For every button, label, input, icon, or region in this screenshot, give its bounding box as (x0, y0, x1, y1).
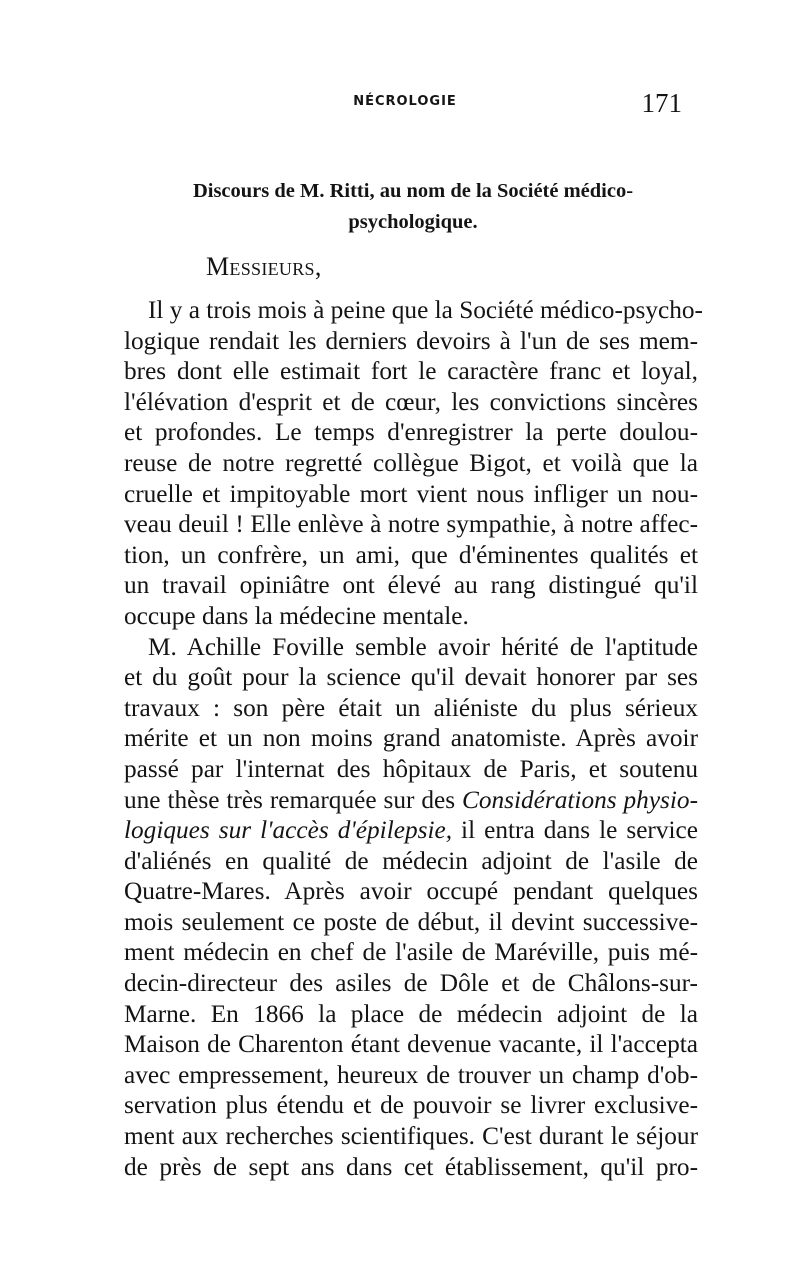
article-title-line-2: psychologique. (348, 211, 478, 233)
text-line: cruelle et impitoyable mort vient nous infliger un nou- (124, 479, 698, 508)
text-line: occupe dans la médecine mentale. (124, 601, 469, 630)
article-title-line-1: Discours de M. Ritti, au nom de la Société médico- (192, 180, 634, 202)
body-text (124, 295, 703, 1182)
text-line: logique rendait les derniers devoirs à l'un de ses mem- (124, 326, 698, 355)
italic-title-segment: logiques sur l'accès d'épilepsie, (124, 816, 453, 845)
text-line: Quatre-Mares. Après avoir occupé pendant quelques (124, 877, 698, 906)
text-segment: une thèse très remarquée sur des (124, 785, 462, 814)
running-header (120, 84, 690, 124)
page-number: 171 (641, 88, 682, 118)
text-line: tion, un confrère, un ami, que d'éminentes qualités et (124, 540, 698, 569)
text-line: et du goût pour la science qu'il devait honorer par ses (124, 663, 698, 692)
text-line: Il y a trois mois à peine que la Société médico-psycho- (148, 296, 703, 324)
text-line: mérite et un non moins grand anatomiste. Après avoir (124, 724, 698, 753)
text-line: l'élévation d'esprit et de cœur, les convictions sincères (124, 387, 698, 416)
text-line: un travail opiniâtre ont élevé au rang distingué qu'il (124, 571, 698, 600)
text-line: travaux : son père était un aliéniste du plus sérieux (124, 693, 698, 722)
running-title: NÉCROLOGIE (353, 94, 457, 109)
text-line: reuse de notre regretté collègue Bigot, et voilà que la (124, 448, 698, 477)
article-title (128, 176, 698, 238)
text-line: Maison de Charenton étant devenue vacante, il l'accepta (124, 1030, 698, 1059)
salutation: Messieurs, (206, 252, 322, 281)
text-line-mixed (124, 785, 698, 816)
text-line: veau deuil ! Elle enlève à notre sympathie, à notre affec- (124, 510, 698, 539)
italic-title-segment: Considérations physio- (461, 785, 698, 814)
text-line: Marne. En 1866 la place de médecin adjoint de la (124, 999, 698, 1028)
text-line: d'aliénés en qualité de médecin adjoint de l'asile de (124, 846, 698, 875)
text-line: bres dont elle estimait fort le caractère franc et loyal, (124, 357, 698, 386)
text-line: ment médecin en chef de l'asile de Maréville, puis mé- (124, 938, 698, 967)
text-line: M. Achille Foville semble avoir hérité de l'aptitude (148, 632, 698, 661)
text-line: ment aux recherches scientifiques. C'est durant le séjour (124, 1122, 698, 1151)
text-line: servation plus étendu et de pouvoir se livrer exclusive- (124, 1091, 698, 1120)
text-segment: il entra dans le service (452, 816, 698, 845)
text-line: et profondes. Le temps d'enregistrer la perte doulou- (124, 418, 698, 447)
text-line: decin-directeur des asiles de Dôle et de Châlons-sur- (124, 969, 698, 998)
text-line: de près de sept ans dans cet établissement, qu'il pro- (124, 1152, 698, 1181)
text-line: passé par l'internat des hôpitaux de Paris, et soutenu (124, 754, 698, 783)
text-line: avec empressement, heureux de trouver un champ d'ob- (124, 1060, 698, 1089)
text-line-mixed (124, 815, 698, 846)
text-line: mois seulement ce poste de début, il devint successive- (124, 907, 698, 936)
